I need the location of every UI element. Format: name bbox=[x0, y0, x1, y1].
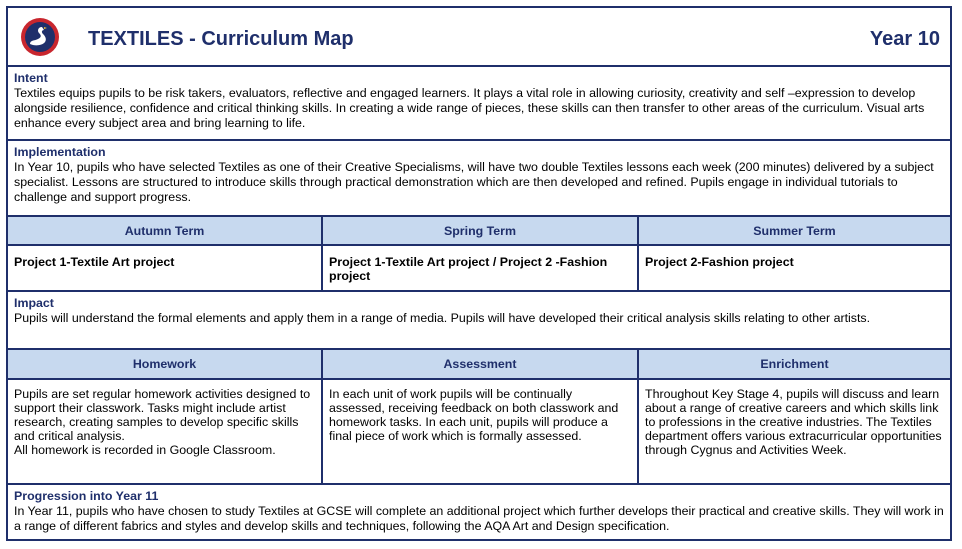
progression-section bbox=[6, 485, 952, 541]
intent-text: Textiles equips pupils to be risk takers, evaluators, reflective and engaged learners. It plays a vital role in allowing curiosity, creativity and self –expression to develop alongside resilience, confidence and critical thinking skills. In creating a wide range of pieces, these skills can then transfer to other areas of the curriculum. Visual arts enhance every subject area and bring learning to life. bbox=[14, 86, 925, 130]
assessment-header: Assessment bbox=[323, 350, 639, 378]
implementation-heading: Implementation bbox=[14, 145, 106, 159]
homework-text: Pupils are set regular homework activities designed to support their classwork. Tasks might include artist research, creating samples to develop specific skills and critical analysis. bbox=[14, 387, 311, 443]
summer-project: Project 2-Fashion project bbox=[645, 255, 794, 269]
details-row bbox=[6, 380, 952, 485]
impact-heading: Impact bbox=[14, 296, 54, 310]
intent-section bbox=[6, 67, 952, 141]
homework-cell bbox=[8, 380, 323, 483]
impact-section bbox=[6, 292, 952, 350]
intent-heading: Intent bbox=[14, 71, 48, 85]
homework-note: All homework is recorded in Google Classroom. bbox=[14, 443, 276, 457]
page-header bbox=[6, 6, 952, 67]
swan-logo-icon bbox=[20, 17, 60, 57]
term-header-row bbox=[6, 217, 952, 246]
progression-text: In Year 11, pupils who have chosen to study Textiles at GCSE will complete an additional project which further develops their practical and creative skills. They will work in a range of different fabrics and styles and develop skills and techniques, following the AQA Art and Design specification. bbox=[14, 504, 944, 533]
spring-term-header: Spring Term bbox=[323, 217, 639, 244]
implementation-text: In Year 10, pupils who have selected Textiles as one of their Creative Specialisms, will have two double Textiles lessons each week (200 minutes) delivered by a subject specialist. Lessons are structured to introduce skills through practical demonstration which are then developed and refined. Pupils engage in individual tutorials to challenge and support progress. bbox=[14, 160, 934, 204]
assessment-text: In each unit of work pupils will be continually assessed, receiving feedback on both classwork and homework tasks. In each unit, pupils will produce a final piece of work which is formally assessed. bbox=[323, 380, 639, 483]
enrichment-text: Throughout Key Stage 4, pupils will discuss and learn about a range of creative careers and which skills link to professions in the creative industries. The Textiles department offers various extracurricular opportunities through Cygnus and Activities Week. bbox=[645, 387, 942, 457]
enrichment-header: Enrichment bbox=[639, 350, 950, 378]
term-project-row bbox=[6, 246, 952, 292]
homework-header: Homework bbox=[8, 350, 323, 378]
page-title: TEXTILES - Curriculum Map bbox=[88, 28, 354, 50]
year-label: Year 10 bbox=[869, 28, 940, 50]
impact-text: Pupils will understand the formal elements and apply them in a range of media. Pupils will have developed their critical analysis skills relating to other artists. bbox=[14, 311, 871, 325]
autumn-project: Project 1-Textile Art project bbox=[8, 246, 323, 290]
summer-term-header: Summer Term bbox=[639, 217, 950, 244]
details-header-row bbox=[6, 350, 952, 380]
spring-project: Project 1-Textile Art project / Project 2 -Fashion project bbox=[323, 246, 639, 290]
progression-heading: Progression into Year 11 bbox=[14, 489, 159, 503]
implementation-section bbox=[6, 141, 952, 217]
autumn-term-header: Autumn Term bbox=[8, 217, 323, 244]
